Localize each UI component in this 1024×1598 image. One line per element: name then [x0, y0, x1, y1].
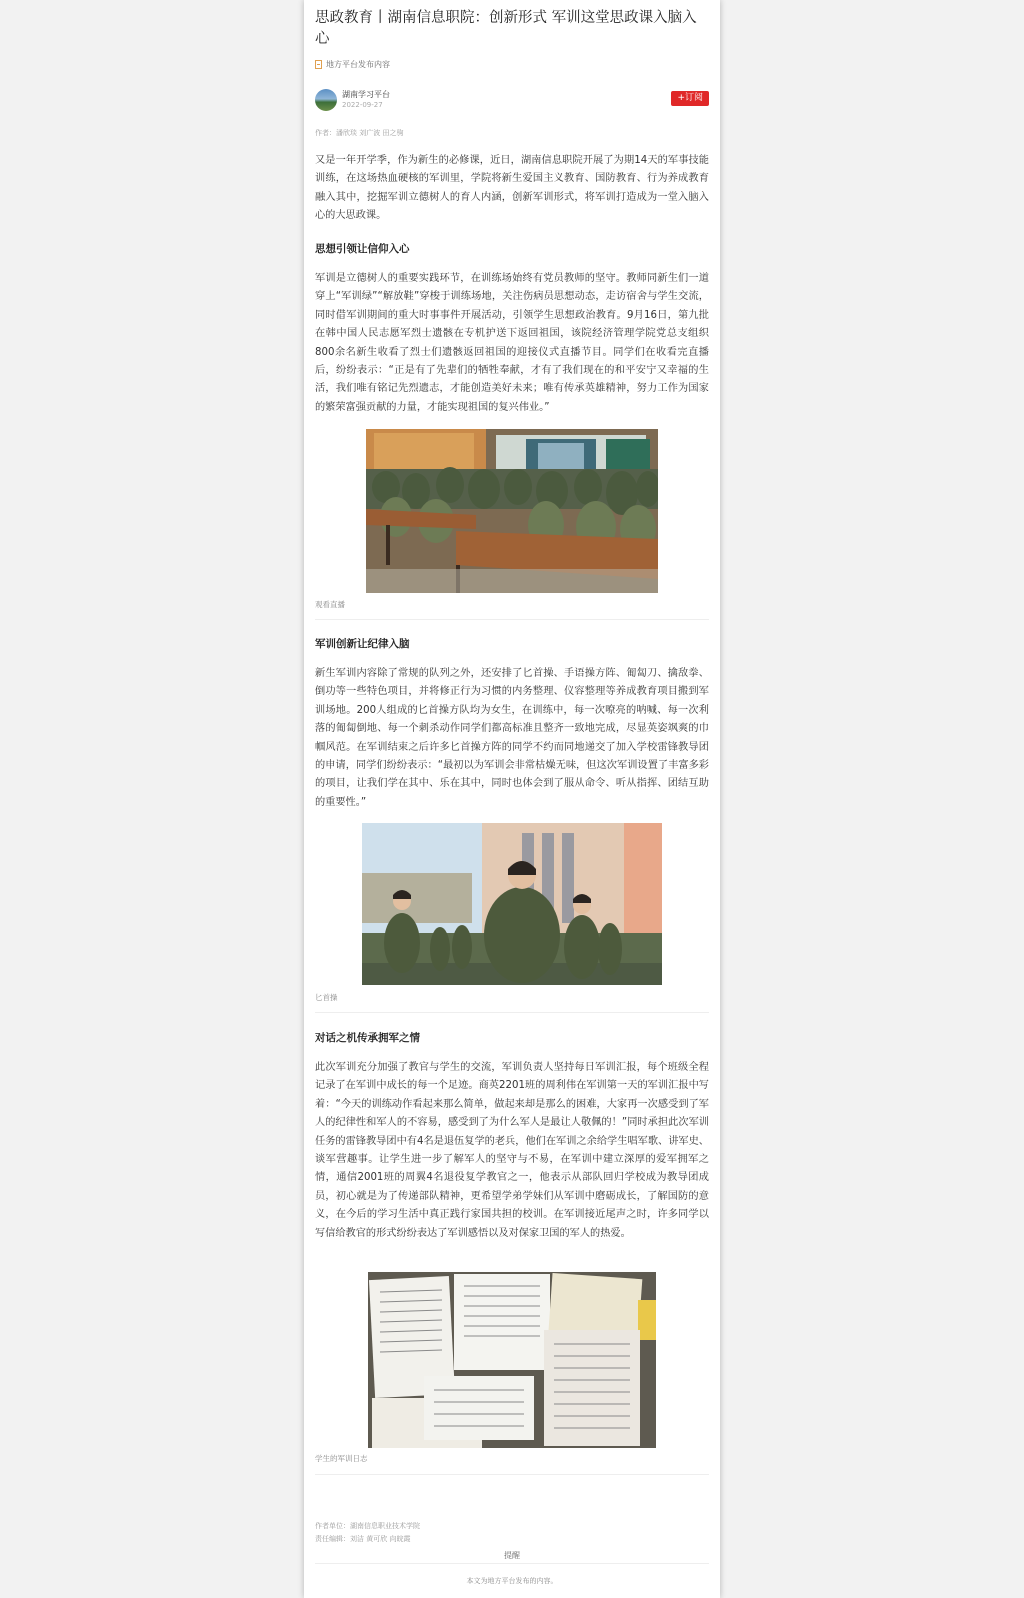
article-page: [304, 0, 720, 1598]
platform-notice: 本文为地方平台发布的内容。: [466, 1577, 558, 1585]
source-row: [315, 58, 709, 70]
divider: [315, 1474, 709, 1475]
responsible-editor: 责任编辑：刘洁 黄可欣 向皖霞: [315, 1535, 411, 1543]
subscribe-button[interactable]: +订阅: [671, 91, 709, 106]
publisher-name[interactable]: 湖南学习平台: [342, 90, 390, 99]
section-heading: 军训创新让纪律入脑: [315, 638, 410, 650]
section-paragraph: 军训是立德树人的重要实践环节，在训练场始终有党员教师的坚守。教师同新生们一道穿上“军训绿”“解放鞋”穿梭于训练场地，关注伤病员思想动态，走访宿舍与学生交流，同时借军训期间的重大时事事件开展活动，引领学生思想政治教育。9月16日，第九批在韩中国人民志愿军烈士遗骸在专机护送下返回祖国，该院经济管理学院党总支组织800余名新生收看了烈士们遗骸返回祖国的迎接仪式直播节目。同学们在收看完直播后，纷纷表示：“正是有了先辈们的牺牲奉献，才有了我们现在的和平安宁又幸福的生活，我们唯有铭记先烈遗志，才能创造美好未来；唯有传承英雄精神，努力工作为国家的繁荣富强贡献的力量，才能实现祖国的复兴伟业。”: [315, 273, 709, 413]
photo-dagger-drill[interactable]: [362, 823, 662, 985]
source-label: 地方平台发布内容: [326, 59, 390, 69]
section-heading: 对话之机传承拥军之情: [315, 1032, 420, 1044]
photo-training-diaries[interactable]: [368, 1272, 656, 1448]
photo-caption: 学生的军训日志: [315, 1454, 368, 1463]
section-paragraph: 此次军训充分加强了教官与学生的交流，军训负责人坚持每日军训汇报，每个班级全程记录了在军训中成长的每一个足迹。商英2201班的周利伟在军训第一天的军训汇报中写着：“今天的训练动作看起来那么简单，做起来却是那么的困难，大家再一次感受到了军人的纪律性和军人的不容易，感受到了为什么军人是最让人敬佩的！”同时承担此次军训任务的雷锋教导团中有4名是退伍复学的老兵，他们在军训之余给学生唱军歌、讲军史、谈军营趣事。让学生进一步了解军人的坚守与不易，在军训中建立深厚的爱军拥军之情，通信2001班的周翼4名退役复学教官之一，他表示从部队回归学校成为教导团成员，初心就是为了传递部队精神，更希望学弟学妹们从军训中磨砺成长，了解国防的意义，在今后的学习生活中真正践行家国共担的校训。在军训接近尾声之时，许多同学以写信给教官的形式纷纷表达了军训感悟以及对保家卫国的军人的热爱。: [315, 1062, 709, 1239]
publish-date: 2022-09-27: [342, 101, 383, 109]
publisher-row: [315, 88, 709, 112]
author-unit: 作者单位：湖南信息职业技术学院: [315, 1522, 420, 1530]
photo-caption: 观看直播: [315, 600, 345, 609]
article-title: 思政教育丨湖南信息职院：创新形式 军训这堂思政课入脑入心: [315, 10, 697, 47]
avatar[interactable]: [315, 89, 337, 111]
document-icon: [315, 60, 322, 69]
photo-watching-livestream[interactable]: [366, 429, 658, 593]
section-paragraph: 新生军训内容除了常规的队列之外，还安排了匕首操、手语操方阵、匍匐刀、擒敌拳、倒功等一些特色项目，并将修正行为习惯的内务整理、仪容整理等养成教育项目搬到军训场地。200人组成的匕首操方队均为女生，在训练中，每一次嘹亮的呐喊、每一次利落的匍匐倒地、每一个刺杀动作同学们都高标准且整齐一致地完成，尽显英姿飒爽的巾帼风范。在军训结束之后许多匕首操方阵的同学不约而同地递交了加入学校雷锋教导团的申请，同学们纷纷表示：“最初以为军训会非常枯燥无味，但这次军训设置了丰富多彩的项目，让我们学在其中、乐在其中，同时也体会到了服从命令、听从指挥、团结互助的重要性。”: [315, 668, 709, 808]
divider: [315, 619, 709, 620]
divider: [315, 1012, 709, 1013]
divider: [315, 1563, 709, 1564]
publisher-meta: [342, 90, 390, 110]
toggle-button[interactable]: 提醒: [504, 1551, 520, 1560]
intro-paragraph: 又是一年开学季，作为新生的必修课，近日，湖南信息职院开展了为期14天的军事技能训练，在这场热血硬核的军训里，学院将新生爱国主义教育、国防教育、行为养成教育融入其中，挖掘军训立德树人的育人内涵，创新军训形式，将军训打造成为一堂入脑入心的大思政课。: [315, 155, 709, 222]
section-heading: 思想引领让信仰入心: [315, 243, 410, 255]
byline: 作者：潘欣琰 刘广波 田之驹: [315, 129, 404, 137]
photo-caption: 匕首操: [315, 993, 338, 1002]
